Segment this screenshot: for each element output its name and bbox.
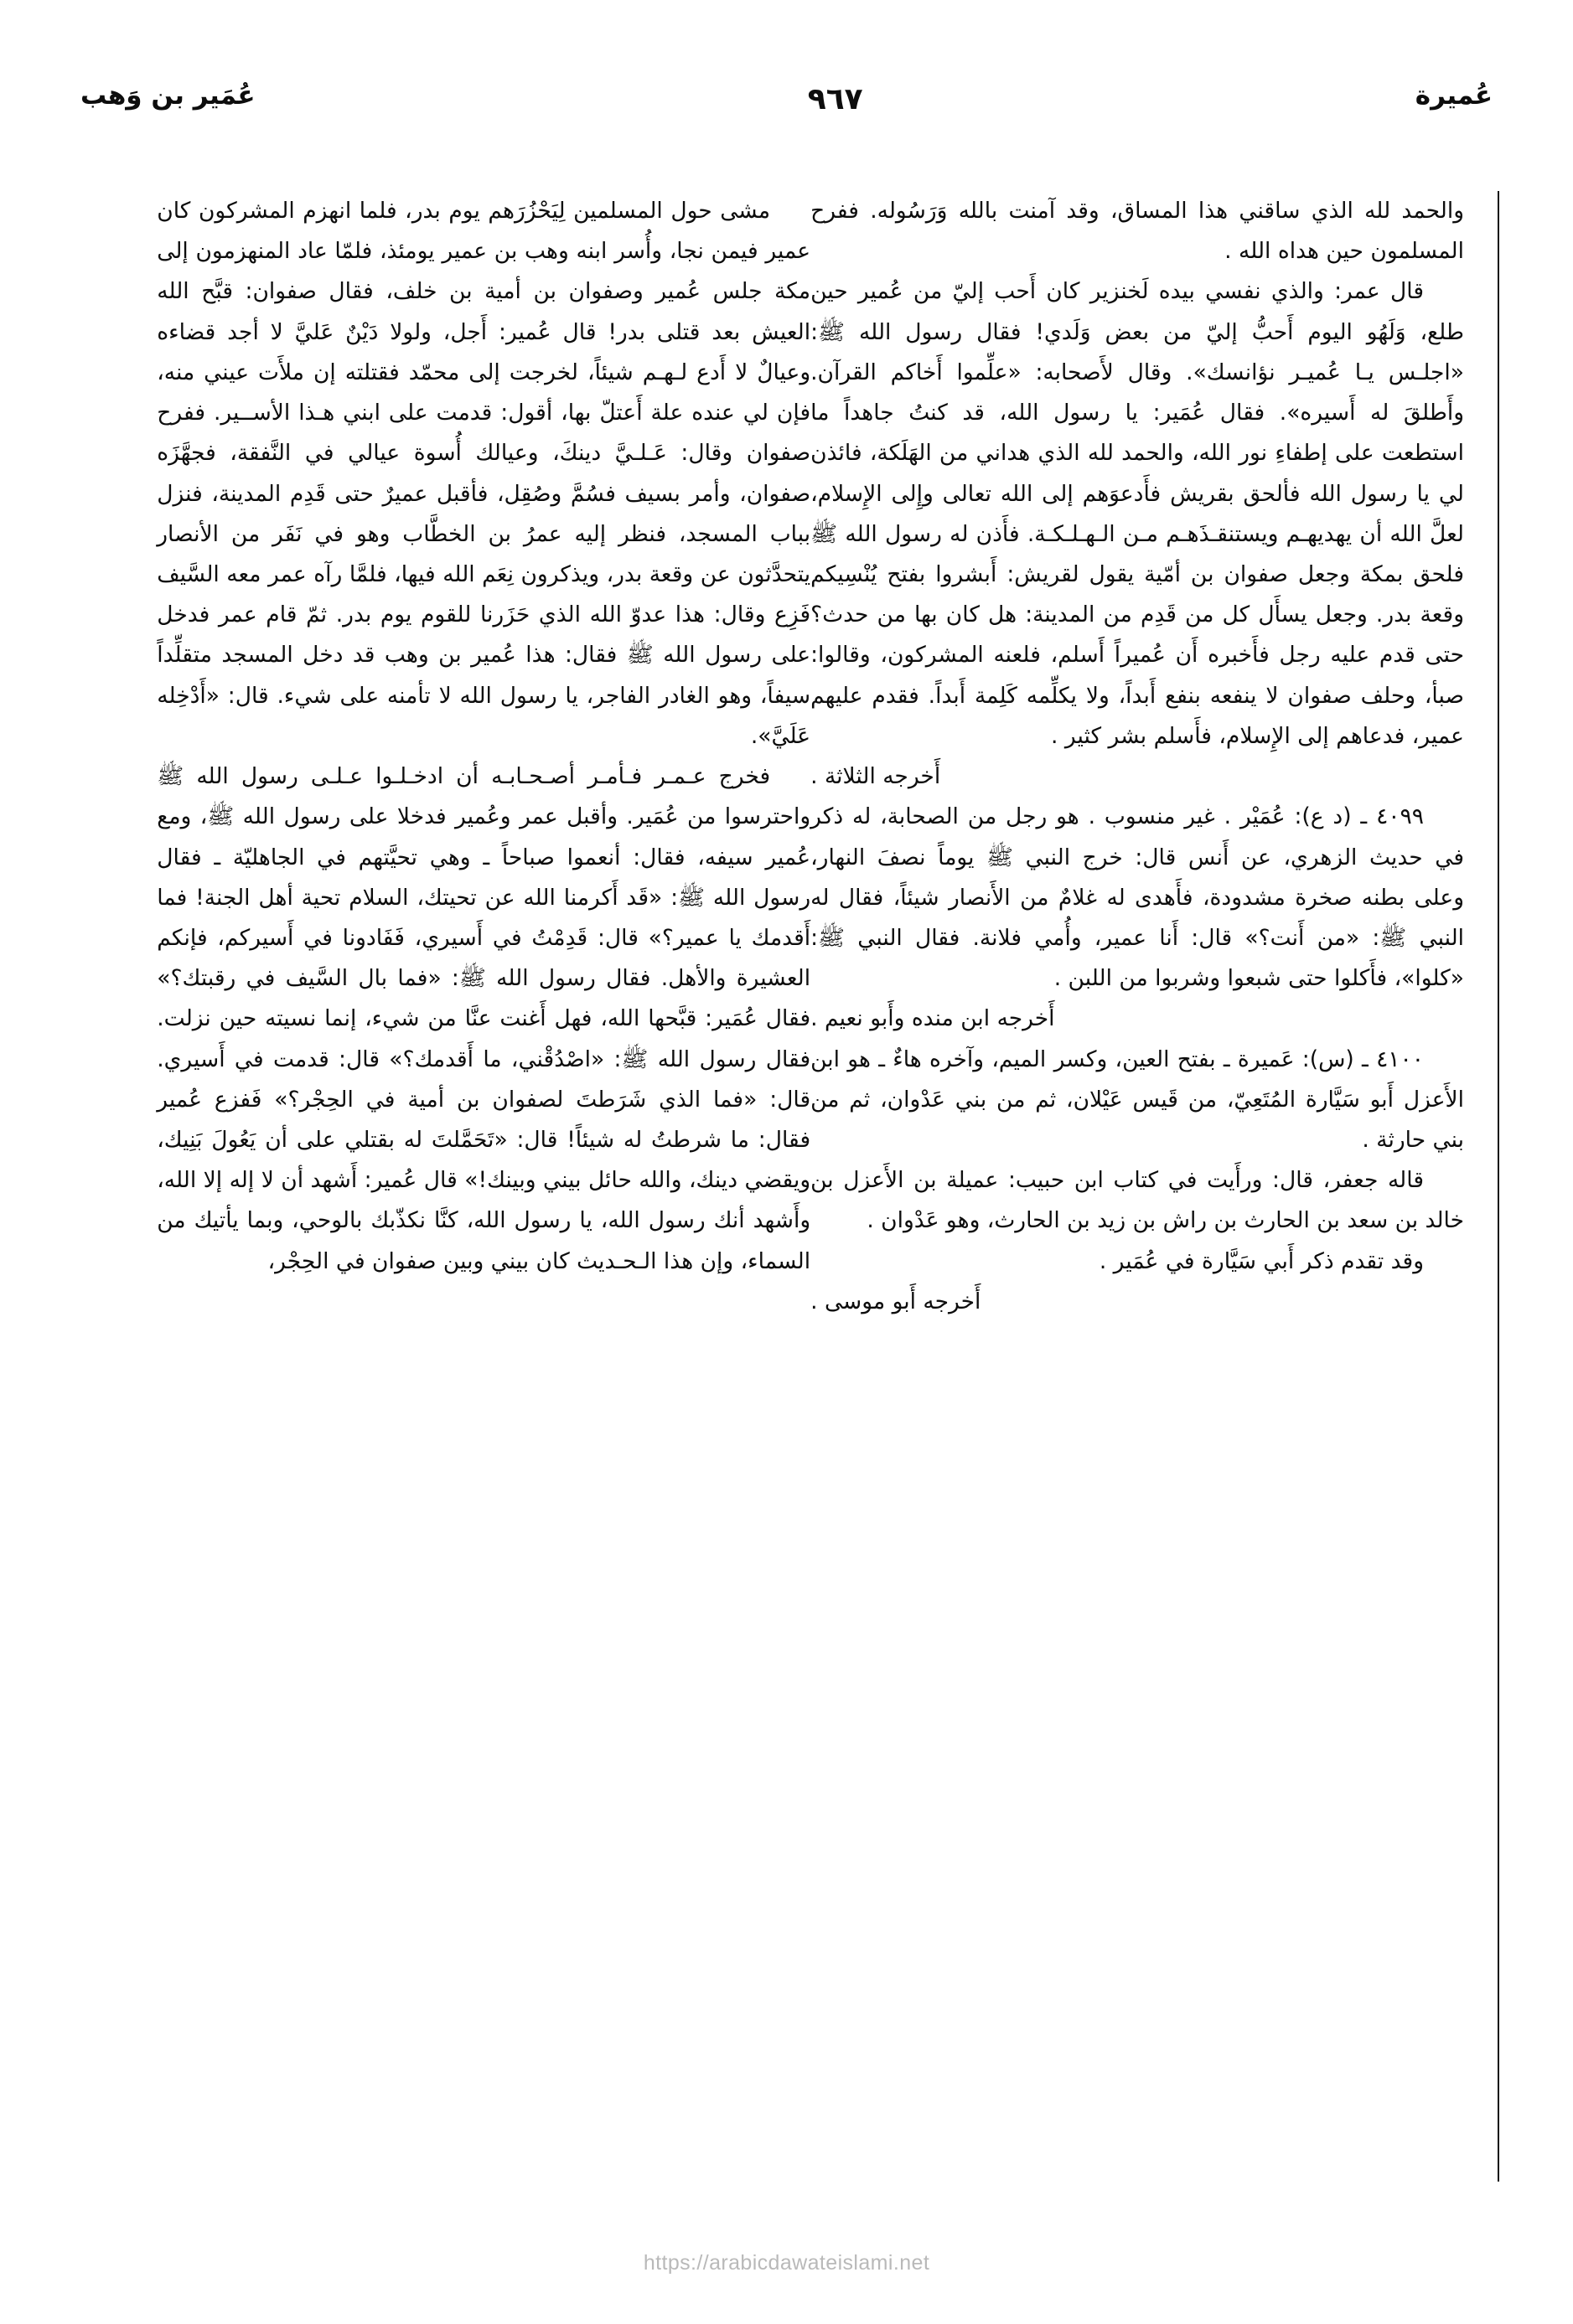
paragraph: فخرج عـمـر فـأمـر أصـحـابـه أن ادخـلـوا عـلـى رسول الله ﷺ واحترسوا من عُمَير. وأقبل عمر وعُمير فدخلا على رسول الله ﷺ، ومع عُمير سيفه، فقال: أنعموا صباحاً ـ وهي تحيَّتهم في الجاهليّة ـ فقال رسول الله ﷺ: «قَد أَكرمنا الله عن تحيتك، السلام تحية أهل الجنة! فما أَقدمك يا عمير؟» قال: قَدِمْتُ في أَسيري، فَفَادونا في أَسيركم، فإنكم العشيرة والأهل. فقال رسول الله ﷺ: «فما بال السَّيف في رقبتك؟» فقال عُمَير: قبَّحها الله، فهل أَغنت عنَّا من شيء، إنما نسيته حين نزلت. فقال رسول الله ﷺ: «اصْدُقْني، ما أَقدمك؟» قال: قدمت في أَسيري. قال: «فما الذي شَرَطتَ لصفوان بن أمية في الحِجْر؟» فَفزع عُمير فقال: ما شرطتُ له شيئاً! قال: «تَحَمَّلتَ له بقتلي على أن يَعُولَ بَنِيك، ويقضي دينك، والله حائل بيني وبينك!» قال عُمير: أَشهد أن لا إله إلا الله، وأَشهد أنك رسول الله، يا رسول الله، كنَّا نكذّبك بالوحي، وبما يأتيك من السماء، وإن هذا الـحـديث كان بيني وبين صفوان في الحِجْر، [157, 763, 811, 1274]
paragraph: قاله جعفر، قال: ورأَيت في كتاب ابن حبيب: عميلة بن الأَعزل بن خالد بن سعد بن الحارث بن راش بن زيد بن الحارث، وهو عَدْوان . [810, 1167, 1464, 1234]
entry-4099: ٤٠٩٩ ـ (د ع): عُمَيْر . غير منسوب . هو رجل من الصحابة، له ذكر في حديث الزهري، عن أَنس قال: خرج النبي ﷺ يوماً نصفَ النهار، وعلى بطنه صخرة مشدودة، فأَهدى له غلامٌ من الأَنصار شيئاً، فقال له النبي ﷺ: «من أَنت؟» قال: أَنا عمير، وأُمي فلانة. فقال النبي ﷺ: «كلوا»، فأَكلوا حتى شبعوا وشربوا من اللبن . [810, 803, 1464, 992]
page-number: ٩٦٧ [807, 82, 863, 116]
header-right-title: عُمَير بن وَهب [80, 80, 256, 111]
source-attribution: أَخرجه الثلاثة . [810, 763, 941, 790]
paragraph: وقد تقدم ذكر أَبي سَيَّارة في عُمَير . [1099, 1247, 1424, 1274]
text-columns [74, 191, 1499, 2182]
paragraph: والحمد لله الذي ساقني هذا المساق، وقد آمنت بالله وَرَسُوله. ففرح المسلمون حين هداه الله . [810, 198, 1464, 265]
column-right [123, 191, 810, 2182]
column-left [810, 191, 1498, 2182]
paragraph: مشى حول المسلمين لِيَحْزُرَهم يوم بدر، فلما انهزم المشركون كان عمير فيمن نجا، وأُسر ابنه وهب بن عمير يومئذ، فلمّا عاد المنهزمون إلى مكة جلس عُمير وصفوان بن أمية بن خلف، فقال صفوان: قبَّح الله العيش بعد قتلى بدر! قال عُمير: أَجل، ولولا دَيْنٌ عَليَّ لا أجد قضاءه وعيالٌ لا أَدع لـهـم شيئاً، لخرجت إلى محمّد فقتلته إن ملأَت عيني منه، فإن لي عنده علة أَعتلّ بها، أقول: قدمت على ابني هـذا الأســير. ففرح صفوان وقال: عَـلـيَّ دينكَ، وعيالك أُسوة عيالي في النَّفقة، فجهَّزَه صفوان، وأمر بسيف فسُمَّ وصُقِل، فأقبل عميرٌ حتى قَدِم المدينة، فنزل بباب المسجد، فنظر إليه عمرُ بن الخطَّاب وهو في نَفَر من الأنصار يتحدَّثون عن وقعة بدر، ويذكرون نِعَم الله فيها، فلمَّا رآه عمر معه السَّيف فَزِع وقال: هذا عدوّ الله الذي حَزَرنا للقوم يوم بدر. ثمّ قام عمر فدخل على رسول الله ﷺ فقال: هذا عُمير بن وهب قد دخل المسجد متقلِّداً سيفاً، وهو الغادر الفاجر، يا رسول الله لا تأمنه على شيء. قال: «أَدْخِله عَلَيَّ». [157, 198, 811, 749]
column-divider [1498, 191, 1499, 2182]
paragraph: قال عمر: والذي نفسي بيده لَخنزير كان أَحب إليّ من عُمير حين طلع، وَلَهُو اليوم أَحبُّ إليّ من بعض وَلَدي! فقال رسول الله ﷺ: «اجلـس يـا عُميـر نؤانسك». وقال لأَصحابه: «علِّموا أَخاكم القرآن. وأَطلقَ له أَسيره». فقال عُمَير: يا رسول الله، قد كنتُ جاهداً ما استطعت على إطفاءِ نور الله، والحمد لله الذي هداني من الهَلَكة، فائذن لي يا رسول الله فألحق بقريش فأَدعوَهم إلى الله تعالى وإِلى الإِسلام، لعلَّ الله أن يهديهـم ويستنقـذَهـم مـن الـهـلـكـة. فأَذن له رسول الله ﷺ فلحق بمكة وجعل صفوان بن أمّية يقول لقريش: أَبشروا بفتح يُنْسِيكم وقعة بدر. وجعل يسأَل كل من قَدِم من المدينة: هل كان بها من حدث؟ حتى قدم عليه رجل فأَخبره أَن عُميراً أَسلم، فلعنه المشركون، وقالوا: صبأ، وحلف صفوان لا ينفعه بنفع أَبداً، ولا يكلِّمه كَلِمة أَبداً. فقدم عليهم عمير، فدعاهم إلى الإِسلام، فأَسلم بشر كثير . [810, 278, 1464, 749]
watermark-url: https://arabicdawateislami.net [643, 2251, 930, 2275]
page-header [80, 80, 1493, 139]
entry-4100: ٤١٠٠ ـ (س): عَميرة ـ بفتح العين، وكسر الميم، وآخره هاءٌ ـ هو ابن الأَعزل أَبو سَيَّارة المُتَعِيّ، من قَيس عَيْلان، ثم من بني عَدْوان، ثم من بني حارثة . [810, 1046, 1464, 1154]
source-attribution: أَخرجه أَبو موسى . [810, 1288, 981, 1314]
source-attribution: أَخرجه ابن منده وأَبو نعيم . [810, 1005, 1055, 1032]
header-left-title: عُميرة [1415, 80, 1493, 111]
